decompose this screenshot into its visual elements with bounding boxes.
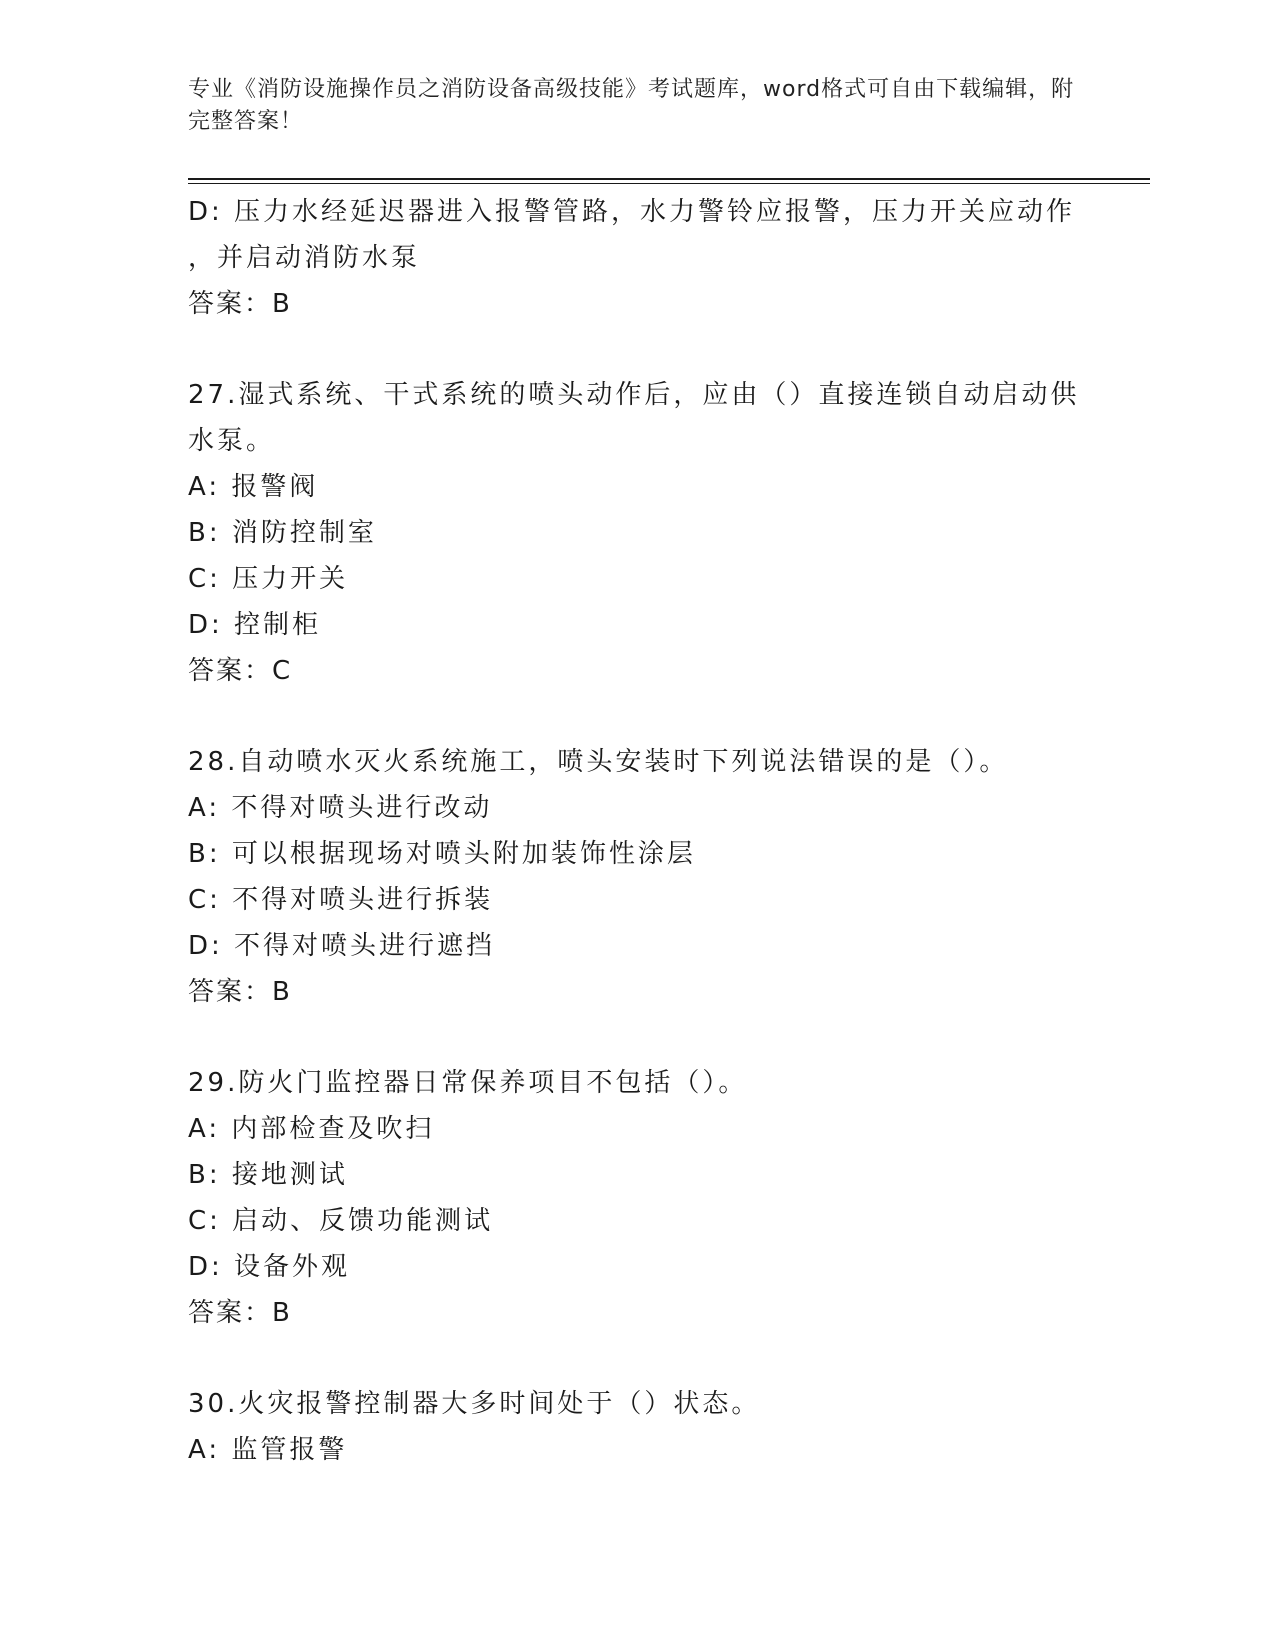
header-rule-thin [188,183,1150,184]
spacer [188,327,1088,372]
question-30 [188,1381,1088,1473]
header-rule-thick [188,178,1150,180]
option-d-line-2: ，并启动消防水泵 [188,243,421,273]
option-b: B: 可以根据现场对喷头附加装饰性涂层 [188,839,696,869]
question-stem: 29.防火门监控器日常保养项目不包括（）。 [188,1068,748,1098]
option-a: A: 报警阀 [188,472,319,502]
answer: 答案：C [188,656,293,686]
option-a: A: 不得对喷头进行改动 [188,793,493,823]
option-d: D: 不得对喷头进行遮挡 [188,931,496,961]
option-d: D: 设备外观 [188,1252,351,1282]
option-d-line-1: D: 压力水经延迟器进入报警管路，水力警铃应报警，压力开关应动作 [188,197,1076,227]
option-b: B: 消防控制室 [188,518,377,548]
question-26-tail [188,189,1088,327]
option-a: A: 监管报警 [188,1435,348,1465]
question-content [188,189,1088,1473]
answer: 答案：B [188,1298,292,1328]
spacer [188,694,1088,739]
option-c: C: 压力开关 [188,564,349,594]
option-c: C: 启动、反馈功能测试 [188,1206,494,1236]
question-27 [188,372,1088,694]
answer: 答案：B [188,289,292,319]
option-c: C: 不得对喷头进行拆装 [188,885,494,915]
question-stem-line-1: 27.湿式系统、干式系统的喷头动作后，应由（）直接连锁自动启动供 [188,380,1080,410]
question-stem: 28.自动喷水灭火系统施工，喷头安装时下列说法错误的是（）。 [188,747,1009,777]
question-29 [188,1060,1088,1336]
document-header: 专业《消防设施操作员之消防设备高级技能》考试题库，word格式可自由下载编辑，附完整答案！ [188,77,1075,134]
option-b: B: 接地测试 [188,1160,348,1190]
answer: 答案：B [188,977,292,1007]
option-a: A: 内部检查及吹扫 [188,1114,435,1144]
option-d: D: 控制柜 [188,610,322,640]
question-stem-line-2: 水泵。 [188,426,276,456]
question-stem: 30.火灾报警控制器大多时间处于（）状态。 [188,1389,761,1419]
spacer [188,1015,1088,1060]
spacer [188,1336,1088,1381]
question-28 [188,739,1088,1015]
